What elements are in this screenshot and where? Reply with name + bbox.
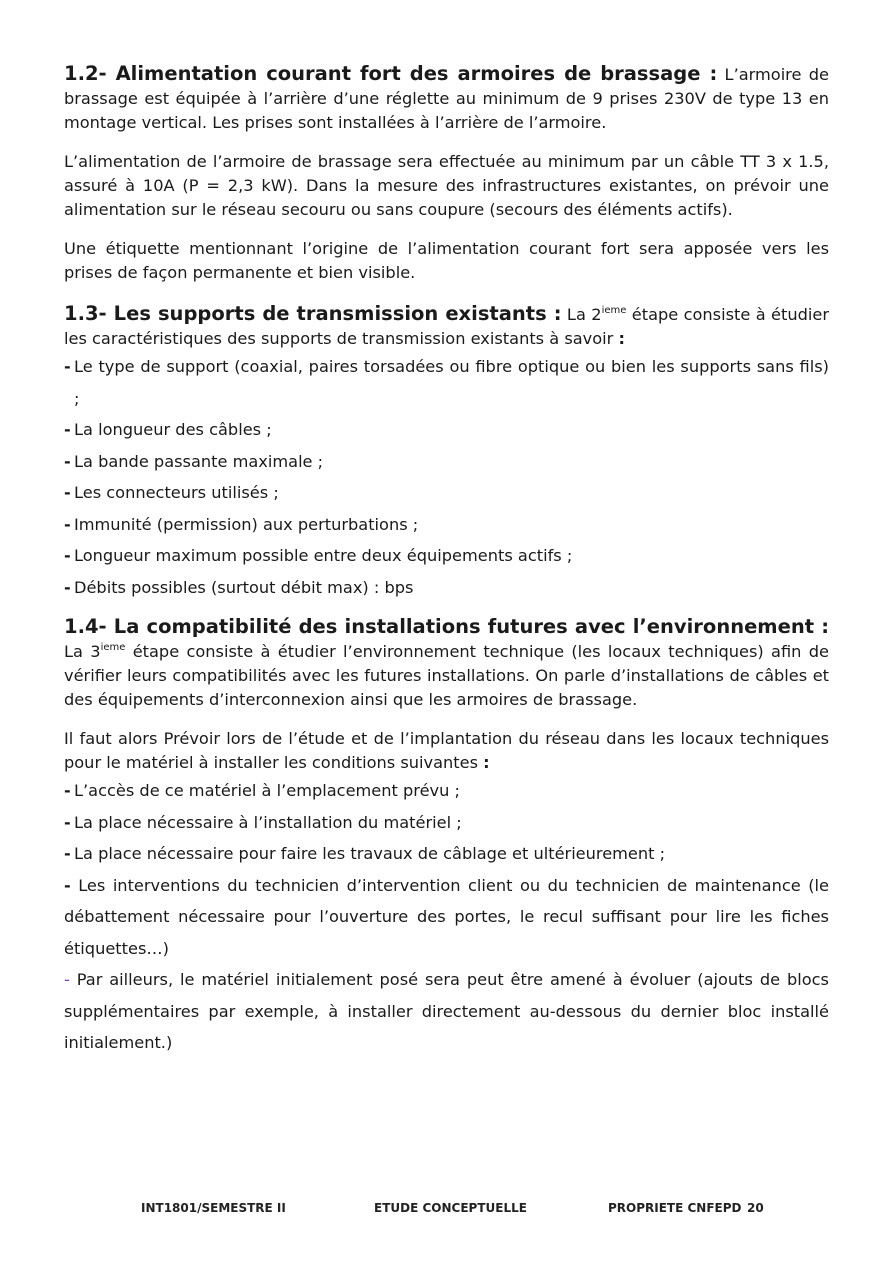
list-item-text: Les interventions du technicien d’intervention client ou du technicien de maintenance (le débattement nécessaire pour l’ouverture des portes, le recul suffisant pour lire les fiches étiquettes…) <box>64 875 829 958</box>
paragraph-text: étape consiste à étudier les caractéristiques des supports de transmission existants à savoir <box>64 305 829 348</box>
list-item <box>64 477 829 509</box>
section-1-4-paragraph <box>64 615 829 712</box>
dash-bullet: - <box>64 970 70 989</box>
dash-bullet: - <box>64 812 71 832</box>
dash-bullet: - <box>64 483 71 502</box>
dash-bullet: - <box>64 875 71 895</box>
list-item <box>64 838 829 870</box>
paragraph-text: La 3 <box>64 642 101 661</box>
colon: : <box>483 753 490 772</box>
list-item <box>64 414 829 446</box>
list-item-text: Immunité (permission) aux perturbations ; <box>74 514 419 534</box>
list-item <box>64 509 829 541</box>
dash-bullet: - <box>64 357 71 376</box>
superscript: ieme <box>601 305 627 316</box>
section-heading: 1.2- Alimentation courant fort des armoires de brassage : <box>64 62 718 85</box>
list-item <box>64 870 829 965</box>
list-item-text: Par ailleurs, le matériel initialement posé sera peut être amené à évoluer (ajouts de blocs supplémentaires par exemple, à installer directement au-dessous du dernier bloc installé initialement.) <box>64 970 829 1052</box>
paragraph <box>64 727 829 775</box>
list-item <box>64 572 829 604</box>
paragraph-text: L’armoire de brassage est équipée à l’arrière d’une réglette au minimum de 9 prises 230V de type 13 en montage vertical. Les prises sont installées à l’arrière de l’armoire. <box>64 65 829 132</box>
list-item-text: La place nécessaire pour faire les travaux de câblage et ultérieurement ; <box>74 844 666 863</box>
dash-bullet: - <box>64 451 71 471</box>
section-heading: 1.3- Les supports de transmission existants : <box>64 302 562 325</box>
dash-bullet: - <box>64 844 71 863</box>
dash-bullet: - <box>64 546 71 565</box>
list-item <box>64 775 829 807</box>
dash-bullet: - <box>64 781 71 800</box>
bullet-list <box>64 775 829 1059</box>
list-item-text: L’accès de ce matériel à l’emplacement prévu ; <box>74 781 460 800</box>
list-item <box>64 446 829 478</box>
list-item-text: Les connecteurs utilisés ; <box>74 483 279 502</box>
list-item-text: Longueur maximum possible entre deux équipements actifs ; <box>74 546 573 565</box>
list-item-text: Débits possibles (surtout débit max) : bps <box>74 577 414 597</box>
list-item-text: La bande passante maximale ; <box>74 451 324 471</box>
superscript: ieme <box>100 642 126 653</box>
bullet-list <box>64 351 829 603</box>
list-item <box>64 540 829 572</box>
page-number: 20 <box>747 1201 764 1215</box>
colon: : <box>618 329 625 348</box>
section-heading: 1.4- La compatibilité des installations futures avec l’environnement : <box>64 615 829 638</box>
list-item-text: Le type de support (coaxial, paires torsadées ou fibre optique ou bien les supports sans fils) ; <box>74 357 829 408</box>
paragraph-text: Il faut alors Prévoir lors de l’étude et de l’implantation du réseau dans les locaux techniques pour le matériel à installer les conditions suivantes <box>64 729 829 772</box>
list-item <box>64 351 829 414</box>
page-content <box>64 62 829 1071</box>
list-item <box>64 807 829 839</box>
page-footer <box>0 1201 893 1217</box>
section-1-2-paragraph <box>64 62 829 135</box>
footer-course: INT1801/SEMESTRE II <box>141 1201 286 1215</box>
footer-title: ETUDE CONCEPTUELLE <box>374 1201 527 1215</box>
paragraph: L’alimentation de l’armoire de brassage sera effectuée au minimum par un câble TT 3 x 1.5, assuré à 10A (P = 2,3 kW). Dans la mesure des infrastructures existantes, on prévoir une alimentation sur le réseau secouru ou sans coupure (secours des éléments actifs). <box>64 152 829 219</box>
dash-bullet: - <box>64 514 71 534</box>
list-item-text: La longueur des câbles ; <box>74 420 272 439</box>
section-1-3-paragraph <box>64 302 829 351</box>
dash-bullet: - <box>64 420 71 439</box>
dash-bullet: - <box>64 577 71 597</box>
paragraph-text: La 2 <box>561 305 602 324</box>
paragraph: Une étiquette mentionnant l’origine de l’alimentation courant fort sera apposée vers les prises de façon permanente et bien visible. <box>64 239 829 282</box>
list-item-text: La place nécessaire à l’installation du matériel ; <box>74 812 462 832</box>
paragraph-text: étape consiste à étudier l’environnement technique (les locaux techniques) afin de vérifier leurs compatibilités avec les futures installations. On parle d’installations de câbles et des équipements d’interconnexion ainsi que les armoires de brassage. <box>64 642 829 709</box>
footer-owner: PROPRIETE CNFEPD <box>608 1201 742 1215</box>
list-item <box>64 964 829 1059</box>
